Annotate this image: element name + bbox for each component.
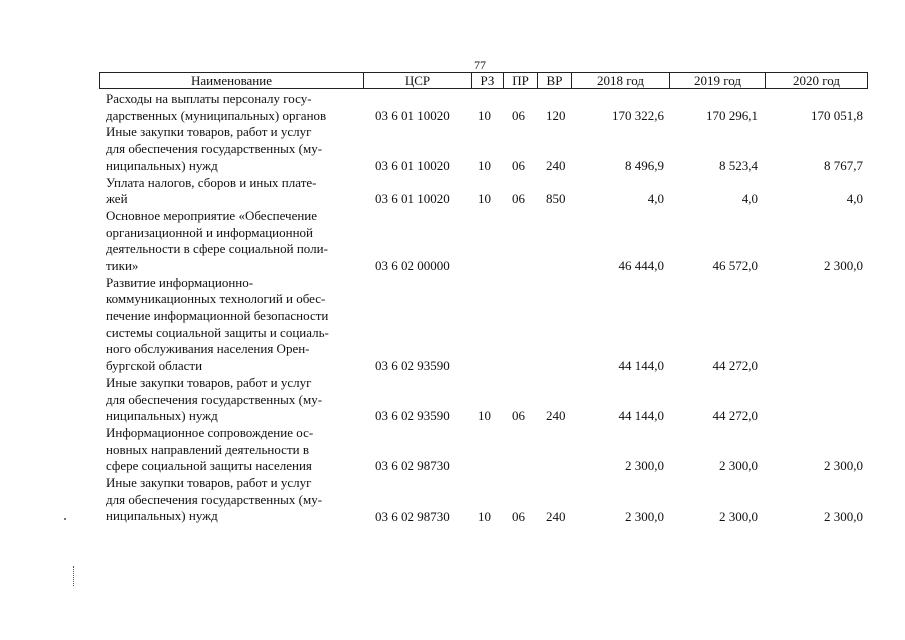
row-name bbox=[106, 208, 361, 275]
cell-csr: 03 6 01 10020 bbox=[375, 107, 450, 123]
cell-csr: 03 6 01 10020 bbox=[375, 157, 450, 173]
cell-y2018: 2 300,0 bbox=[625, 458, 664, 474]
row-name-line: тики» bbox=[106, 257, 139, 273]
cell-pr: 06 bbox=[512, 107, 525, 123]
cell-y2018: 170 322,6 bbox=[612, 107, 664, 123]
cell-y2019: 44 272,0 bbox=[712, 358, 758, 374]
row-name-line: бургской области bbox=[106, 358, 203, 374]
cell-rz: 10 bbox=[478, 508, 491, 524]
cell-rz: 10 bbox=[478, 408, 491, 424]
cell-y2020: 2 300,0 bbox=[824, 258, 863, 273]
row-name bbox=[106, 175, 361, 208]
margin-dot bbox=[64, 518, 66, 520]
cell-pr: 06 bbox=[512, 191, 525, 207]
row-name-line: коммуникационных технологий и обес- bbox=[106, 291, 326, 307]
row-name-line: Иные закупки товаров, работ и услуг bbox=[106, 124, 312, 140]
cell-y2019: 170 296,1 bbox=[706, 107, 758, 123]
row-name-line: жей bbox=[106, 191, 128, 207]
row-name-line: новных направлений деятельности в bbox=[106, 441, 309, 457]
row-name bbox=[106, 425, 361, 475]
cell-y2019: 2 300,0 bbox=[719, 508, 758, 524]
row-name-line: Развитие информационно- bbox=[106, 274, 254, 290]
cell-rz: 10 bbox=[478, 157, 491, 173]
cell-pr: 06 bbox=[512, 157, 525, 173]
row-name-line: для обеспечения государственных (му- bbox=[106, 141, 323, 157]
header-2020: 2020 год bbox=[765, 73, 867, 88]
row-name-line: Иные закупки товаров, работ и услуг bbox=[106, 475, 312, 491]
cell-csr: 03 6 02 00000 bbox=[375, 258, 450, 273]
cell-vr: 120 bbox=[546, 107, 566, 123]
cell-vr: 240 bbox=[546, 157, 566, 173]
header-pr: ПР bbox=[503, 73, 537, 88]
cell-rz: 10 bbox=[478, 107, 491, 123]
row-name bbox=[106, 275, 361, 375]
cell-y2018: 8 496,9 bbox=[625, 157, 664, 173]
header-rz: РЗ bbox=[471, 73, 503, 88]
cell-pr: 06 bbox=[512, 508, 525, 524]
header-csr: ЦСР bbox=[363, 73, 471, 88]
table-header bbox=[99, 72, 868, 89]
row-name-line: Уплата налогов, сборов и иных плате- bbox=[106, 174, 317, 190]
row-name-line: Расходы на выплаты персоналу госу- bbox=[106, 91, 312, 106]
cell-vr: 240 bbox=[546, 508, 566, 524]
header-2019: 2019 год bbox=[669, 73, 765, 88]
row-name-line: сфере социальной защиты населения bbox=[106, 458, 312, 474]
cell-y2018: 2 300,0 bbox=[625, 508, 664, 524]
row-name-line: для обеспечения государственных (му- bbox=[106, 391, 323, 407]
cell-y2020: 170 051,8 bbox=[811, 107, 863, 123]
cell-y2018: 44 144,0 bbox=[618, 358, 664, 374]
row-name-line: деятельности в сфере социальной поли- bbox=[106, 241, 328, 257]
row-name-line: для обеспечения государственных (му- bbox=[106, 491, 323, 507]
cell-csr: 03 6 02 98730 bbox=[375, 458, 450, 474]
cell-csr: 03 6 02 93590 bbox=[375, 358, 450, 374]
cell-y2019: 2 300,0 bbox=[719, 458, 758, 474]
row-name-line: организационной и информационной bbox=[106, 224, 313, 240]
row-name-line: ного обслуживания населения Орен- bbox=[106, 341, 310, 357]
header-vr: ВР bbox=[537, 73, 571, 88]
cell-csr: 03 6 02 93590 bbox=[375, 408, 450, 424]
header-name: Наименование bbox=[191, 73, 272, 88]
row-name-line: ниципальных) нужд bbox=[106, 508, 218, 524]
cell-y2019: 46 572,0 bbox=[712, 258, 758, 273]
row-name bbox=[106, 475, 361, 525]
cell-csr: 03 6 01 10020 bbox=[375, 191, 450, 207]
row-name-line: Информационное сопровождение ос- bbox=[106, 425, 314, 440]
row-name-line: ниципальных) нужд bbox=[106, 157, 218, 173]
cell-y2020: 2 300,0 bbox=[824, 508, 863, 524]
row-name-line: Основное мероприятие «Обеспечение bbox=[106, 207, 318, 223]
cell-y2020: 2 300,0 bbox=[824, 458, 863, 474]
cell-y2019: 44 272,0 bbox=[712, 408, 758, 424]
row-name-line: ниципальных) нужд bbox=[106, 408, 218, 424]
page-number: 77 bbox=[474, 58, 486, 72]
row-name bbox=[106, 124, 361, 174]
cell-y2018: 46 444,0 bbox=[618, 258, 664, 273]
cell-y2018: 44 144,0 bbox=[618, 408, 664, 424]
cell-csr: 03 6 02 98730 bbox=[375, 508, 450, 524]
cell-y2018: 4,0 bbox=[647, 191, 664, 207]
row-name bbox=[106, 375, 361, 425]
row-name-line: печение информационной безопасности bbox=[106, 308, 329, 324]
row-name-line: дарственных (муниципальных) органов bbox=[106, 107, 327, 123]
cell-pr: 06 bbox=[512, 408, 525, 424]
cell-y2020: 4,0 bbox=[846, 191, 863, 207]
cell-y2019: 4,0 bbox=[741, 191, 758, 207]
cell-vr: 240 bbox=[546, 408, 566, 424]
cell-y2019: 8 523,4 bbox=[719, 157, 758, 173]
header-2018: 2018 год bbox=[571, 73, 669, 88]
margin-mark bbox=[73, 566, 75, 586]
row-name-line: системы социальной защиты и социаль- bbox=[106, 324, 329, 340]
row-name-line: Иные закупки товаров, работ и услуг bbox=[106, 374, 312, 390]
cell-vr: 850 bbox=[546, 191, 566, 207]
cell-rz: 10 bbox=[478, 191, 491, 207]
row-name bbox=[106, 91, 361, 124]
cell-y2020: 8 767,7 bbox=[824, 157, 863, 173]
